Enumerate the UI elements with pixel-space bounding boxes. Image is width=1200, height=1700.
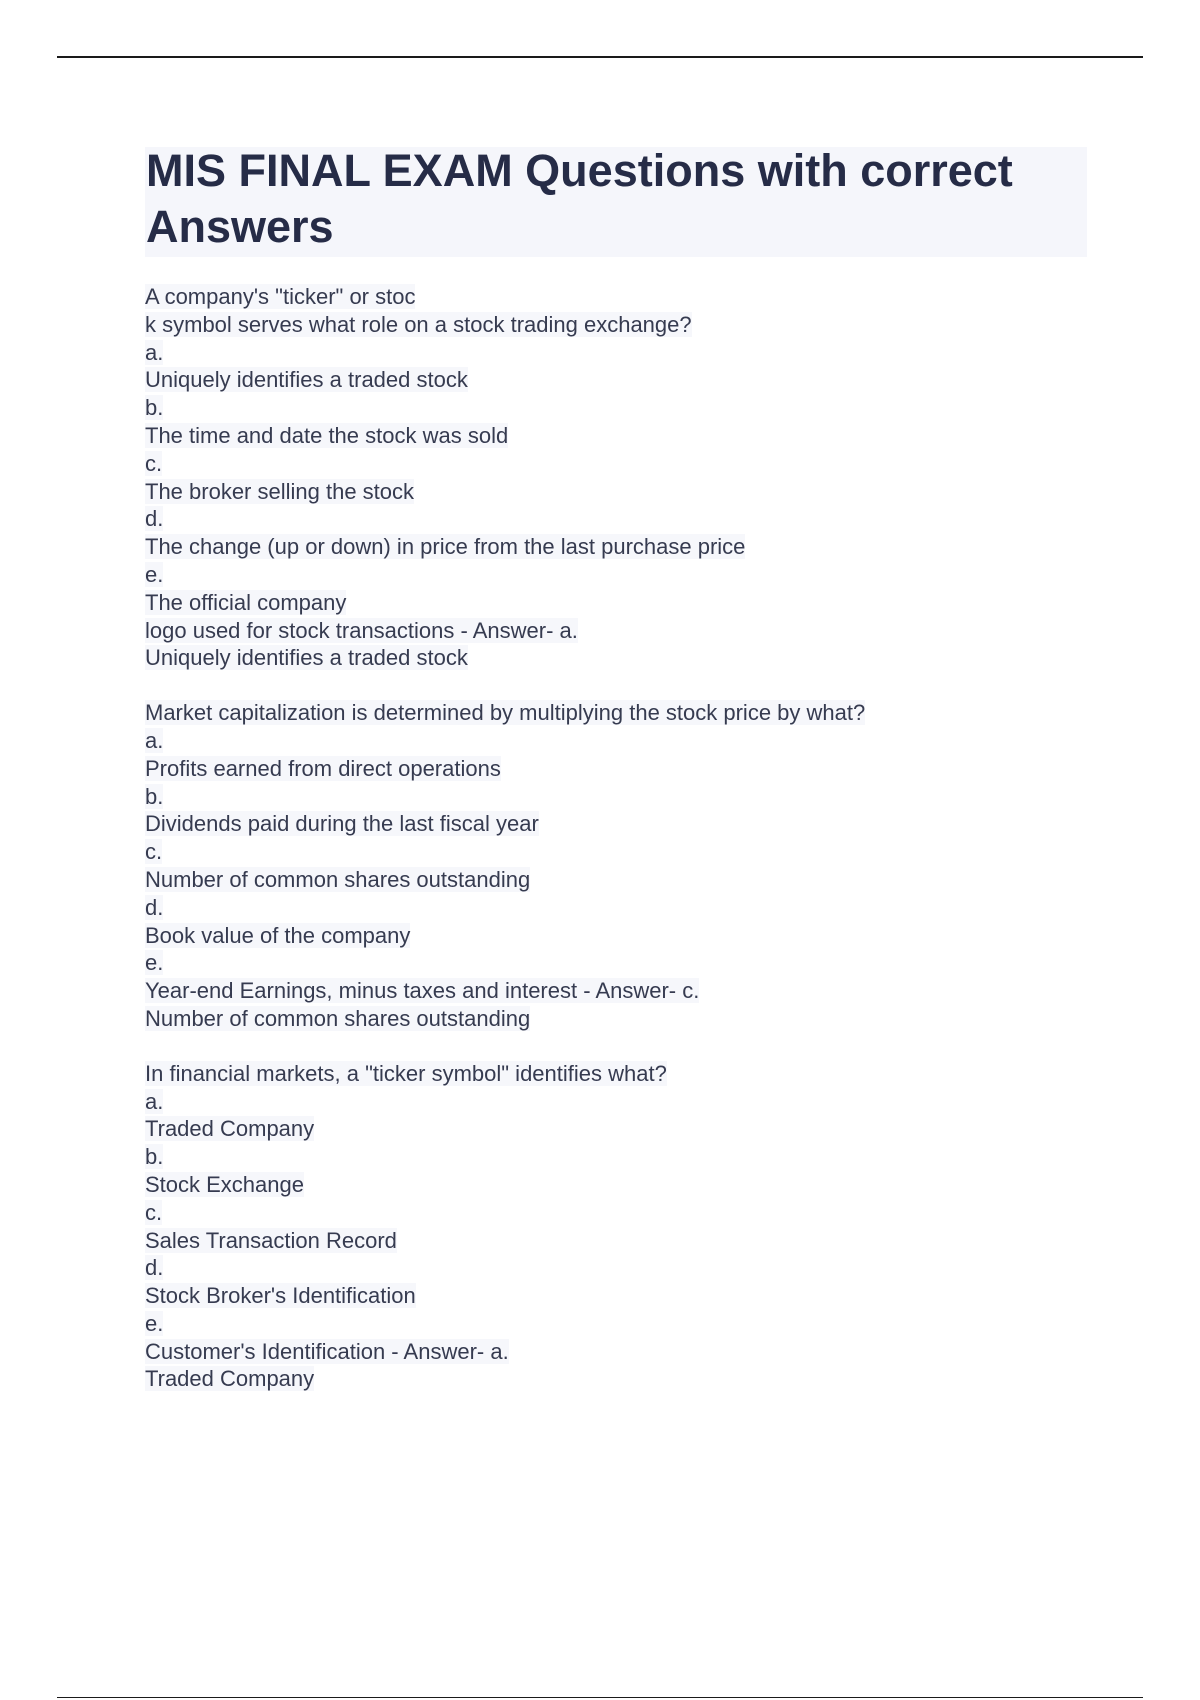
- question-1-option-a-letter: a.: [145, 339, 164, 365]
- question-3-answer: Customer's Identification - Answer- a.: [145, 1338, 509, 1364]
- question-3-option-d-letter: d.: [145, 1255, 164, 1281]
- question-1-answer-text: Uniquely identifies a traded stock: [145, 645, 468, 671]
- question-1: [145, 283, 1105, 672]
- question-2: [145, 699, 1105, 1033]
- question-2-option-d-text: Book value of the company: [145, 922, 411, 948]
- question-1-option-c-text: The broker selling the stock: [145, 478, 415, 504]
- question-1-option-a-text: Uniquely identifies a traded stock: [145, 367, 468, 393]
- question-2-option-a-letter: a.: [145, 727, 164, 753]
- question-1-option-e-text: The official company: [145, 589, 347, 615]
- question-list: [145, 283, 1105, 1420]
- question-1-option-b-letter: b.: [145, 395, 164, 421]
- question-1-answer: logo used for stock transactions - Answer- a.: [145, 617, 578, 643]
- question-3-answer-text: Traded Company: [145, 1366, 315, 1392]
- question-3-option-a-letter: a.: [145, 1088, 164, 1114]
- question-2-option-b-letter: b.: [145, 783, 164, 809]
- question-1-line-1: A company's "ticker" or stoc: [145, 284, 416, 309]
- question-3: [145, 1060, 1105, 1394]
- question-3-option-c-letter: c.: [145, 1199, 163, 1225]
- question-2-option-c-letter: c.: [145, 839, 163, 865]
- question-2-option-e-letter: e.: [145, 950, 164, 976]
- question-1-line-2: k symbol serves what role on a stock trading exchange?: [145, 311, 692, 337]
- question-3-option-d-text: Stock Broker's Identification: [145, 1283, 416, 1309]
- page-title: MIS FINAL EXAM Questions with correct Answers: [146, 145, 1013, 252]
- question-2-answer: Year-end Earnings, minus taxes and interest - Answer- c.: [145, 978, 700, 1004]
- question-2-answer-text: Number of common shares outstanding: [145, 1005, 531, 1031]
- question-1-option-c-letter: c.: [145, 450, 163, 476]
- question-1-option-b-text: The time and date the stock was sold: [145, 422, 509, 448]
- question-3-option-b-text: Stock Exchange: [145, 1171, 304, 1197]
- question-3-option-b-letter: b.: [145, 1144, 164, 1170]
- question-2-option-b-text: Dividends paid during the last fiscal year: [145, 811, 539, 837]
- question-3-option-c-text: Sales Transaction Record: [145, 1227, 397, 1253]
- question-2-line-1: Market capitalization is determined by multiplying the stock price by what?: [145, 700, 866, 726]
- bottom-rule: [57, 1697, 1143, 1698]
- top-rule: [57, 56, 1143, 58]
- question-1-option-d-text: The change (up or down) in price from the last purchase price: [145, 534, 746, 560]
- question-2-option-d-letter: d.: [145, 894, 164, 920]
- question-3-option-e-letter: e.: [145, 1310, 164, 1336]
- question-2-option-c-text: Number of common shares outstanding: [145, 866, 531, 892]
- question-3-option-a-text: Traded Company: [145, 1116, 315, 1142]
- question-1-option-e-letter: e.: [145, 561, 164, 587]
- question-2-option-a-text: Profits earned from direct operations: [145, 755, 501, 781]
- question-3-line-1: In financial markets, a "ticker symbol" identifies what?: [145, 1060, 667, 1086]
- question-1-option-d-letter: d.: [145, 506, 164, 532]
